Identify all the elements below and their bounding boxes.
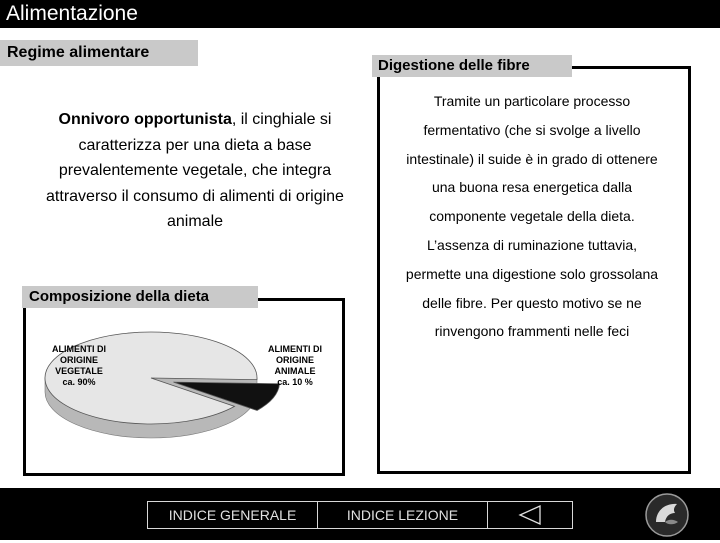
ani-slice-label: [262, 344, 328, 388]
ani-label-line: ALIMENTI DI: [268, 344, 322, 354]
fibre-line: delle fibre. Per questo motivo se ne: [422, 294, 642, 311]
indice-lezione-button[interactable]: INDICE LEZIONE: [317, 501, 488, 529]
ani-label-line: ANIMALE: [274, 366, 316, 376]
fibre-line: una buona resa energetica dalla: [431, 179, 633, 196]
back-button[interactable]: [487, 501, 573, 529]
veg-label-line: ALIMENTI DI: [52, 344, 106, 354]
fibre-line: Tramite un particolare processo: [433, 93, 631, 109]
fibre-label: Digestione delle fibre: [372, 55, 572, 77]
fibre-line: rinvengono frammenti nelle feci: [434, 323, 630, 340]
indice-generale-button[interactable]: INDICE GENERALE: [147, 501, 318, 529]
left-triangle-icon: [488, 502, 572, 528]
veg-slice-label: [44, 344, 114, 388]
pie-svg: [26, 320, 342, 470]
ani-label-line: ORIGINE: [275, 355, 314, 365]
fibre-line: componente vegetale della dieta.: [429, 208, 635, 225]
page-title: Alimentazione: [0, 0, 720, 28]
diet-pie-chart: [26, 320, 342, 470]
regime-text: [40, 107, 350, 235]
fibre-line: fermentativo (che si svolge a livello: [423, 121, 641, 138]
regime-body: , il cinghiale si caratterizza per una dieta a base prevalentemente vegetale, che integra attraverso il consumo di alimenti di origine animale: [46, 111, 344, 230]
fibre-text: [382, 87, 682, 346]
veg-label-line: ca. 90%: [62, 377, 96, 387]
fibre-line: L’assenza di ruminazione tuttavia,: [426, 236, 638, 253]
fibre-line: permette una digestione solo grossolana: [405, 265, 659, 282]
boar-logo-icon: [644, 492, 690, 538]
regime-label: Regime alimentare: [0, 40, 198, 66]
fibre-line: intestinale) il suide è in grado di ottenere: [406, 150, 658, 167]
diet-label: Composizione della dieta: [22, 286, 258, 308]
ani-label-line: ca. 10 %: [277, 377, 313, 387]
regime-bold: Onnivoro opportunista: [58, 111, 232, 128]
veg-label-line: VEGETALE: [55, 366, 103, 376]
veg-label-line: ORIGINE: [59, 355, 98, 365]
